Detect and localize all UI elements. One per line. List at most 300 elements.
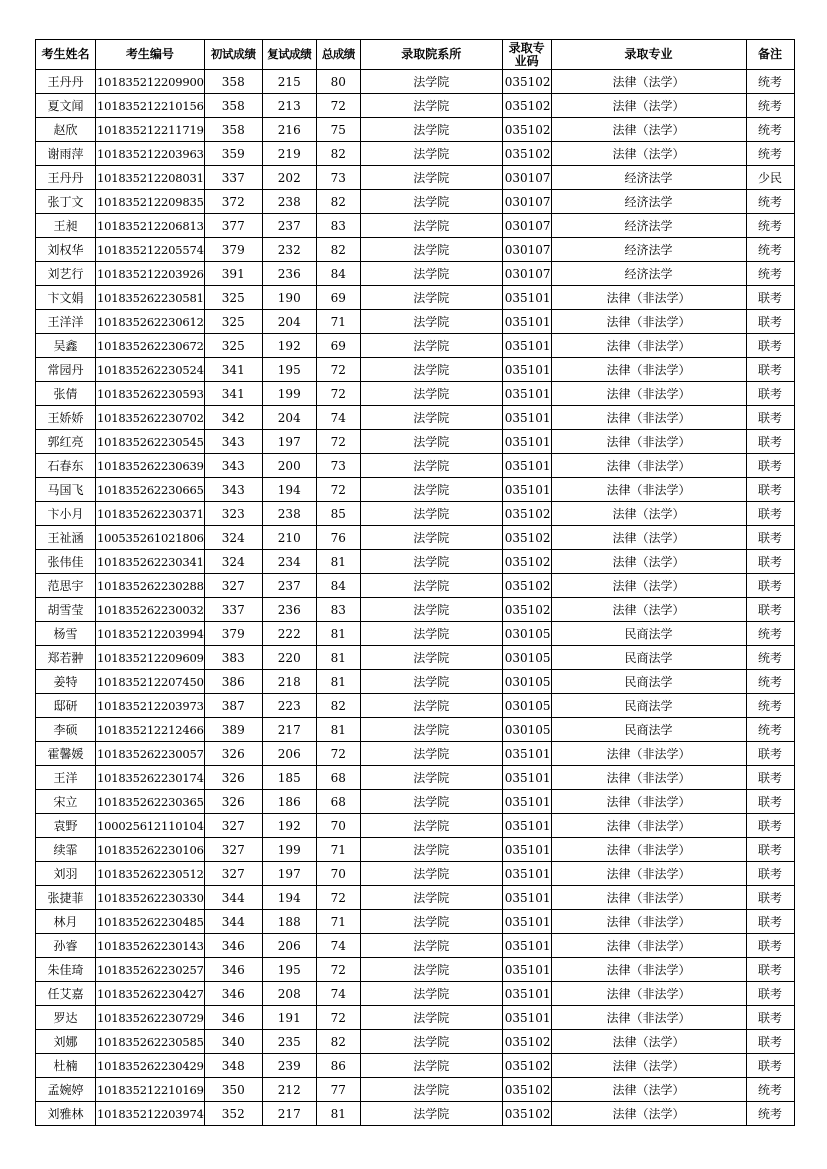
cell-initial-score: 326 (204, 766, 262, 790)
cell-total-score: 82 (316, 1030, 360, 1054)
cell-id: 101835262230524 (96, 358, 205, 382)
cell-retest-score: 218 (262, 670, 316, 694)
cell-name: 邸研 (36, 694, 96, 718)
cell-total-score: 81 (316, 646, 360, 670)
cell-major-code: 030107 (502, 190, 551, 214)
cell-department: 法学院 (360, 70, 502, 94)
cell-major: 法律（法学） (551, 70, 746, 94)
cell-name: 刘权华 (36, 238, 96, 262)
cell-id: 101835262230427 (96, 982, 205, 1006)
cell-major: 法律（法学） (551, 1102, 746, 1126)
cell-id: 101835262230371 (96, 502, 205, 526)
cell-initial-score: 325 (204, 310, 262, 334)
header-major-code: 录取专业码 (502, 40, 551, 70)
cell-major-code: 035102 (502, 598, 551, 622)
cell-total-score: 71 (316, 910, 360, 934)
cell-total-score: 82 (316, 694, 360, 718)
cell-major: 经济法学 (551, 238, 746, 262)
cell-department: 法学院 (360, 118, 502, 142)
table-row (36, 310, 795, 334)
cell-id: 100025612110104 (96, 814, 205, 838)
cell-initial-score: 383 (204, 646, 262, 670)
cell-retest-score: 208 (262, 982, 316, 1006)
cell-id: 101835262230665 (96, 478, 205, 502)
cell-major-code: 030105 (502, 718, 551, 742)
cell-department: 法学院 (360, 1078, 502, 1102)
cell-remark: 统考 (746, 1102, 794, 1126)
cell-department: 法学院 (360, 886, 502, 910)
cell-remark: 联考 (746, 454, 794, 478)
cell-initial-score: 343 (204, 478, 262, 502)
cell-retest-score: 199 (262, 382, 316, 406)
cell-major-code: 035102 (502, 550, 551, 574)
cell-major: 法律（非法学） (551, 958, 746, 982)
table-row (36, 358, 795, 382)
table-row (36, 742, 795, 766)
cell-major-code: 035101 (502, 334, 551, 358)
cell-major-code: 035102 (502, 574, 551, 598)
cell-remark: 联考 (746, 430, 794, 454)
cell-major-code: 035101 (502, 886, 551, 910)
cell-department: 法学院 (360, 1006, 502, 1030)
cell-retest-score: 238 (262, 190, 316, 214)
table-row (36, 646, 795, 670)
header-retest-score: 复试成绩 (262, 40, 316, 70)
cell-retest-score: 192 (262, 814, 316, 838)
cell-major: 经济法学 (551, 166, 746, 190)
cell-initial-score: 325 (204, 286, 262, 310)
cell-remark: 联考 (746, 838, 794, 862)
cell-remark: 联考 (746, 334, 794, 358)
cell-id: 101835212205574 (96, 238, 205, 262)
cell-name: 石春东 (36, 454, 96, 478)
cell-total-score: 72 (316, 94, 360, 118)
cell-remark: 联考 (746, 406, 794, 430)
cell-department: 法学院 (360, 94, 502, 118)
cell-retest-score: 237 (262, 214, 316, 238)
cell-initial-score: 337 (204, 166, 262, 190)
cell-name: 霍馨媛 (36, 742, 96, 766)
cell-remark: 统考 (746, 142, 794, 166)
cell-initial-score: 358 (204, 70, 262, 94)
cell-total-score: 75 (316, 118, 360, 142)
cell-initial-score: 348 (204, 1054, 262, 1078)
cell-major: 民商法学 (551, 670, 746, 694)
cell-department: 法学院 (360, 406, 502, 430)
cell-id: 101835212208031 (96, 166, 205, 190)
cell-major: 法律（非法学） (551, 982, 746, 1006)
cell-remark: 联考 (746, 982, 794, 1006)
cell-initial-score: 387 (204, 694, 262, 718)
cell-department: 法学院 (360, 286, 502, 310)
cell-major-code: 030105 (502, 622, 551, 646)
cell-id: 101835212203926 (96, 262, 205, 286)
cell-id: 101835262230365 (96, 790, 205, 814)
cell-remark: 联考 (746, 814, 794, 838)
cell-retest-score: 217 (262, 1102, 316, 1126)
cell-name: 朱佳琦 (36, 958, 96, 982)
cell-major: 法律（非法学） (551, 430, 746, 454)
table-row (36, 262, 795, 286)
cell-retest-score: 234 (262, 550, 316, 574)
cell-name: 刘雅林 (36, 1102, 96, 1126)
cell-remark: 统考 (746, 622, 794, 646)
cell-major: 法律（非法学） (551, 334, 746, 358)
cell-initial-score: 352 (204, 1102, 262, 1126)
table-row (36, 1030, 795, 1054)
cell-name: 常园丹 (36, 358, 96, 382)
cell-id: 101835262230672 (96, 334, 205, 358)
cell-major: 法律（法学） (551, 1030, 746, 1054)
cell-remark: 联考 (746, 598, 794, 622)
table-row (36, 142, 795, 166)
table-row (36, 214, 795, 238)
cell-id: 101835262230032 (96, 598, 205, 622)
cell-initial-score: 379 (204, 622, 262, 646)
cell-name: 张丁文 (36, 190, 96, 214)
cell-department: 法学院 (360, 310, 502, 334)
cell-initial-score: 340 (204, 1030, 262, 1054)
cell-retest-score: 204 (262, 406, 316, 430)
cell-major-code: 035101 (502, 358, 551, 382)
cell-initial-score: 323 (204, 502, 262, 526)
cell-initial-score: 327 (204, 838, 262, 862)
cell-name: 马国飞 (36, 478, 96, 502)
cell-major: 法律（法学） (551, 502, 746, 526)
cell-retest-score: 206 (262, 934, 316, 958)
cell-major: 法律（法学） (551, 574, 746, 598)
cell-department: 法学院 (360, 670, 502, 694)
cell-initial-score: 327 (204, 862, 262, 886)
cell-id: 101835212211719 (96, 118, 205, 142)
cell-major: 法律（非法学） (551, 910, 746, 934)
cell-major: 法律（非法学） (551, 358, 746, 382)
cell-name: 张倩 (36, 382, 96, 406)
cell-retest-score: 195 (262, 358, 316, 382)
cell-major-code: 035101 (502, 814, 551, 838)
cell-name: 杜楠 (36, 1054, 96, 1078)
table-row (36, 718, 795, 742)
header-total-score: 总成绩 (316, 40, 360, 70)
cell-remark: 联考 (746, 958, 794, 982)
cell-department: 法学院 (360, 766, 502, 790)
cell-total-score: 72 (316, 1006, 360, 1030)
cell-major-code: 030107 (502, 214, 551, 238)
cell-department: 法学院 (360, 694, 502, 718)
cell-major-code: 035102 (502, 142, 551, 166)
cell-major-code: 035102 (502, 70, 551, 94)
cell-id: 101835262230612 (96, 310, 205, 334)
cell-department: 法学院 (360, 646, 502, 670)
cell-retest-score: 194 (262, 478, 316, 502)
cell-major-code: 035101 (502, 454, 551, 478)
table-row (36, 670, 795, 694)
cell-id: 101835262230143 (96, 934, 205, 958)
table-row (36, 550, 795, 574)
cell-remark: 联考 (746, 1030, 794, 1054)
cell-name: 吴鑫 (36, 334, 96, 358)
cell-id: 101835212203973 (96, 694, 205, 718)
cell-major: 法律（非法学） (551, 478, 746, 502)
cell-major: 法律（非法学） (551, 838, 746, 862)
cell-total-score: 86 (316, 1054, 360, 1078)
table-row (36, 1078, 795, 1102)
table-row (36, 526, 795, 550)
cell-total-score: 74 (316, 406, 360, 430)
cell-major-code: 035101 (502, 862, 551, 886)
cell-major-code: 035102 (502, 1054, 551, 1078)
cell-major-code: 035102 (502, 94, 551, 118)
cell-remark: 统考 (746, 262, 794, 286)
table-row (36, 862, 795, 886)
cell-retest-score: 197 (262, 862, 316, 886)
cell-major-code: 035101 (502, 286, 551, 310)
cell-total-score: 82 (316, 238, 360, 262)
cell-total-score: 81 (316, 550, 360, 574)
cell-id: 101835262230593 (96, 382, 205, 406)
cell-major: 民商法学 (551, 622, 746, 646)
cell-remark: 联考 (746, 862, 794, 886)
cell-major: 法律（法学） (551, 1078, 746, 1102)
cell-department: 法学院 (360, 910, 502, 934)
cell-remark: 少民 (746, 166, 794, 190)
table-row (36, 454, 795, 478)
cell-major-code: 035101 (502, 982, 551, 1006)
cell-retest-score: 238 (262, 502, 316, 526)
cell-id: 101835262230512 (96, 862, 205, 886)
cell-id: 101835212203994 (96, 622, 205, 646)
cell-total-score: 72 (316, 358, 360, 382)
cell-id: 101835212210169 (96, 1078, 205, 1102)
cell-id: 101835262230585 (96, 1030, 205, 1054)
cell-retest-score: 239 (262, 1054, 316, 1078)
cell-initial-score: 343 (204, 430, 262, 454)
cell-initial-score: 326 (204, 790, 262, 814)
cell-initial-score: 358 (204, 118, 262, 142)
cell-initial-score: 337 (204, 598, 262, 622)
cell-remark: 联考 (746, 382, 794, 406)
cell-name: 续霏 (36, 838, 96, 862)
cell-name: 李硕 (36, 718, 96, 742)
cell-id: 101835262230057 (96, 742, 205, 766)
cell-total-score: 71 (316, 838, 360, 862)
table-row (36, 910, 795, 934)
table-row (36, 190, 795, 214)
cell-major-code: 035101 (502, 838, 551, 862)
cell-id: 101835262230174 (96, 766, 205, 790)
cell-remark: 联考 (746, 886, 794, 910)
cell-total-score: 82 (316, 190, 360, 214)
cell-department: 法学院 (360, 526, 502, 550)
cell-id: 101835262230729 (96, 1006, 205, 1030)
cell-id: 101835262230702 (96, 406, 205, 430)
cell-id: 101835212207450 (96, 670, 205, 694)
cell-remark: 统考 (746, 1078, 794, 1102)
cell-name: 张伟佳 (36, 550, 96, 574)
table-row (36, 118, 795, 142)
cell-remark: 联考 (746, 550, 794, 574)
cell-total-score: 73 (316, 166, 360, 190)
cell-retest-score: 217 (262, 718, 316, 742)
cell-name: 孟婉婷 (36, 1078, 96, 1102)
cell-major: 法律（法学） (551, 598, 746, 622)
cell-retest-score: 237 (262, 574, 316, 598)
cell-initial-score: 327 (204, 814, 262, 838)
cell-name: 刘娜 (36, 1030, 96, 1054)
cell-initial-score: 350 (204, 1078, 262, 1102)
cell-total-score: 84 (316, 574, 360, 598)
cell-initial-score: 386 (204, 670, 262, 694)
cell-major: 法律（法学） (551, 118, 746, 142)
cell-department: 法学院 (360, 1054, 502, 1078)
cell-department: 法学院 (360, 190, 502, 214)
cell-total-score: 72 (316, 886, 360, 910)
cell-remark: 联考 (746, 742, 794, 766)
cell-name: 袁野 (36, 814, 96, 838)
cell-id: 101835262230429 (96, 1054, 205, 1078)
header-department: 录取院系所 (360, 40, 502, 70)
cell-retest-score: 215 (262, 70, 316, 94)
table-row (36, 286, 795, 310)
cell-name: 刘羽 (36, 862, 96, 886)
cell-remark: 统考 (746, 70, 794, 94)
cell-initial-score: 346 (204, 982, 262, 1006)
cell-initial-score: 389 (204, 718, 262, 742)
cell-name: 郑若翀 (36, 646, 96, 670)
cell-remark: 联考 (746, 286, 794, 310)
cell-retest-score: 223 (262, 694, 316, 718)
cell-major-code: 035102 (502, 1078, 551, 1102)
cell-total-score: 70 (316, 814, 360, 838)
cell-initial-score: 326 (204, 742, 262, 766)
cell-total-score: 81 (316, 1102, 360, 1126)
cell-id: 101835212209900 (96, 70, 205, 94)
cell-total-score: 71 (316, 310, 360, 334)
cell-id: 101835212209835 (96, 190, 205, 214)
cell-department: 法学院 (360, 862, 502, 886)
cell-total-score: 85 (316, 502, 360, 526)
cell-retest-score: 186 (262, 790, 316, 814)
cell-department: 法学院 (360, 814, 502, 838)
table-row (36, 406, 795, 430)
cell-department: 法学院 (360, 718, 502, 742)
cell-id: 101835262230581 (96, 286, 205, 310)
cell-id: 101835212209609 (96, 646, 205, 670)
cell-total-score: 70 (316, 862, 360, 886)
cell-major: 法律（非法学） (551, 862, 746, 886)
cell-initial-score: 324 (204, 550, 262, 574)
cell-initial-score: 342 (204, 406, 262, 430)
cell-name: 卞文娟 (36, 286, 96, 310)
header-id: 考生编号 (96, 40, 205, 70)
cell-department: 法学院 (360, 982, 502, 1006)
cell-initial-score: 391 (204, 262, 262, 286)
cell-total-score: 68 (316, 766, 360, 790)
cell-initial-score: 377 (204, 214, 262, 238)
cell-major: 经济法学 (551, 190, 746, 214)
cell-total-score: 76 (316, 526, 360, 550)
cell-remark: 联考 (746, 766, 794, 790)
cell-total-score: 81 (316, 670, 360, 694)
cell-major: 民商法学 (551, 694, 746, 718)
cell-department: 法学院 (360, 262, 502, 286)
cell-department: 法学院 (360, 934, 502, 958)
cell-department: 法学院 (360, 550, 502, 574)
cell-initial-score: 327 (204, 574, 262, 598)
cell-department: 法学院 (360, 382, 502, 406)
table-row (36, 766, 795, 790)
cell-total-score: 69 (316, 334, 360, 358)
cell-name: 杨雪 (36, 622, 96, 646)
cell-major-code: 035101 (502, 478, 551, 502)
table-row (36, 934, 795, 958)
cell-name: 王洋 (36, 766, 96, 790)
cell-id: 101835262230485 (96, 910, 205, 934)
cell-major: 经济法学 (551, 262, 746, 286)
cell-retest-score: 202 (262, 166, 316, 190)
cell-remark: 统考 (746, 94, 794, 118)
cell-name: 王昶 (36, 214, 96, 238)
table-row (36, 478, 795, 502)
cell-id: 101835262230257 (96, 958, 205, 982)
cell-major-code: 035101 (502, 430, 551, 454)
cell-retest-score: 188 (262, 910, 316, 934)
table-row (36, 1102, 795, 1126)
cell-name: 罗达 (36, 1006, 96, 1030)
cell-remark: 联考 (746, 574, 794, 598)
cell-remark: 统考 (746, 646, 794, 670)
cell-department: 法学院 (360, 574, 502, 598)
table-row (36, 598, 795, 622)
cell-major-code: 035101 (502, 406, 551, 430)
cell-retest-score: 222 (262, 622, 316, 646)
cell-name: 郭红亮 (36, 430, 96, 454)
header-major: 录取专业 (551, 40, 746, 70)
header-row (36, 40, 795, 70)
table-row (36, 166, 795, 190)
cell-initial-score: 346 (204, 1006, 262, 1030)
cell-department: 法学院 (360, 742, 502, 766)
cell-name: 宋立 (36, 790, 96, 814)
cell-retest-score: 197 (262, 430, 316, 454)
cell-total-score: 72 (316, 382, 360, 406)
cell-major-code: 035101 (502, 790, 551, 814)
cell-remark: 联考 (746, 790, 794, 814)
cell-major: 法律（非法学） (551, 382, 746, 406)
cell-initial-score: 324 (204, 526, 262, 550)
cell-major-code: 035101 (502, 742, 551, 766)
cell-major: 法律（非法学） (551, 310, 746, 334)
cell-initial-score: 325 (204, 334, 262, 358)
cell-retest-score: 219 (262, 142, 316, 166)
cell-department: 法学院 (360, 1102, 502, 1126)
cell-major: 法律（非法学） (551, 286, 746, 310)
cell-major-code: 030107 (502, 262, 551, 286)
cell-major: 民商法学 (551, 718, 746, 742)
cell-total-score: 72 (316, 742, 360, 766)
cell-name: 范思宇 (36, 574, 96, 598)
cell-department: 法学院 (360, 622, 502, 646)
cell-total-score: 82 (316, 142, 360, 166)
cell-retest-score: 204 (262, 310, 316, 334)
cell-initial-score: 343 (204, 454, 262, 478)
cell-retest-score: 235 (262, 1030, 316, 1054)
cell-retest-score: 195 (262, 958, 316, 982)
cell-name: 林月 (36, 910, 96, 934)
cell-remark: 统考 (746, 718, 794, 742)
cell-major: 法律（非法学） (551, 406, 746, 430)
cell-retest-score: 236 (262, 598, 316, 622)
